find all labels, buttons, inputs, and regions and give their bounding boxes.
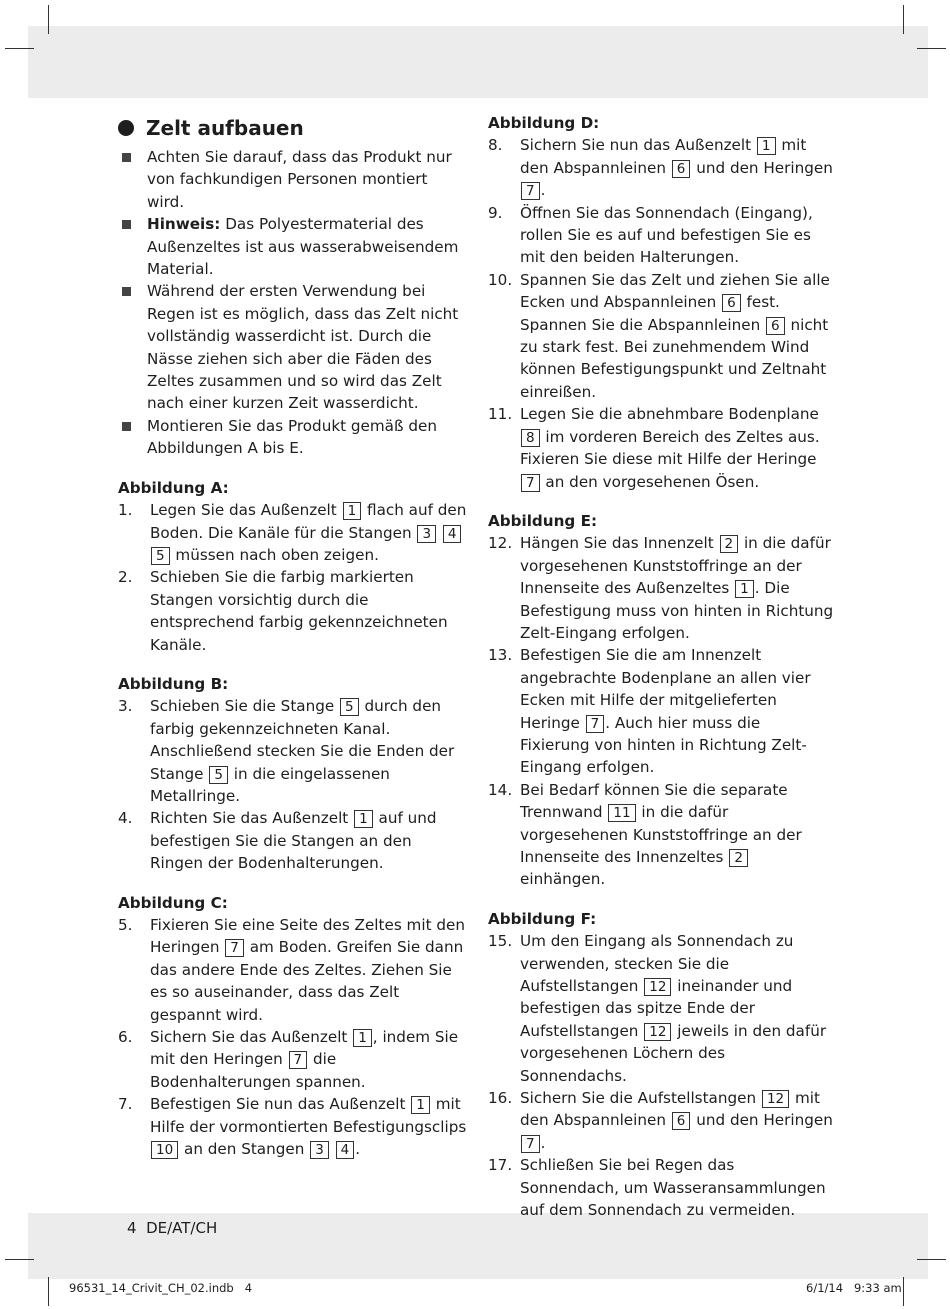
crop-mark <box>903 1277 904 1306</box>
step-item <box>118 566 468 656</box>
print-slug-date: 6/1/14 9:33 am <box>806 1281 902 1295</box>
bullet-item <box>118 280 468 414</box>
step-item <box>118 807 468 874</box>
part-number-box: 11 <box>608 804 635 822</box>
part-number-box: 4 <box>443 525 462 543</box>
language-code: DE/AT/CH <box>146 1219 218 1237</box>
part-number-box: 6 <box>722 294 741 312</box>
step-text: Öffnen Sie das Sonnendach (Eingang), rollen Sie es auf und befestigen Sie es mit den beiden Halterungen. <box>520 203 813 267</box>
step-number: 16. <box>488 1089 513 1108</box>
step-text: Richten Sie das Außenzelt 1 auf und befestigen Sie die Stangen an den Ringen der Bodenhalterungen. <box>150 809 437 873</box>
crop-mark <box>5 1259 34 1260</box>
part-number-box: 2 <box>729 849 748 867</box>
square-bullet-icon <box>122 153 131 162</box>
crop-mark <box>917 1259 946 1260</box>
step-number: 9. <box>488 203 503 222</box>
step-number: 15. <box>488 932 513 951</box>
bullet-item <box>118 415 468 460</box>
step-item <box>488 269 834 403</box>
step-text: Sichern Sie das Außenzelt 1 , indem Sie mit den Heringen 7 die Bodenhalterungen spannen. <box>150 1028 459 1091</box>
part-number-box: 7 <box>521 182 540 200</box>
bullet-text: Achten Sie darauf, dass das Produkt nur von fachkundigen Personen montiert wird. <box>147 148 452 211</box>
part-number-box: 10 <box>151 1141 178 1159</box>
step-text: Schließen Sie bei Regen das Sonnendach, um Wasseransammlungen auf dem Sonnendach zu vermeiden. <box>520 1156 826 1220</box>
step-item <box>488 403 834 493</box>
step-text: Bei Bedarf können Sie die separate Trennwand 11 in die dafür vorgesehenen Kunststoffringe an der Innenseite des Innenzeltes 2 einhängen. <box>520 780 802 889</box>
part-number-box: 6 <box>672 1112 691 1130</box>
section-title-text: Zelt aufbauen <box>146 116 304 140</box>
figure-heading: Abbildung A: <box>118 478 229 497</box>
step-number: 11. <box>488 405 513 424</box>
bullet-item <box>118 146 468 213</box>
step-number: 17. <box>488 1156 513 1175</box>
step-text: Befestigen Sie die am Innenzelt angebrachte Bodenplane an allen vier Ecken mit Hilfe der mitgelieferten Heringe 7 . Auch hier muss die Fixierung von hinten in Richtung Zelt-Eingang erfolgen. <box>520 646 811 777</box>
part-number-box: 12 <box>644 1023 671 1041</box>
step-item <box>118 695 468 807</box>
crop-mark <box>48 1277 49 1306</box>
step-number: 6. <box>118 1028 133 1047</box>
part-number-box: 2 <box>720 535 739 553</box>
step-item <box>118 914 468 1026</box>
step-text: Schieben Sie die farbig markierten Stangen vorsichtig durch die entsprechend farbig gekennzeichneten Kanäle. <box>150 568 448 654</box>
step-number: 10. <box>488 270 513 289</box>
figure-heading: Abbildung F: <box>488 909 597 928</box>
part-number-box: 6 <box>672 160 691 178</box>
part-number-box: 1 <box>353 1029 372 1047</box>
step-number: 8. <box>488 136 503 155</box>
square-bullet-icon <box>122 220 131 229</box>
bullet-item <box>118 213 468 280</box>
part-number-box: 7 <box>521 474 540 492</box>
part-number-box: 7 <box>225 939 244 957</box>
part-number-box: 5 <box>209 766 228 784</box>
step-item <box>118 499 468 566</box>
step-text: Legen Sie das Außenzelt 1 flach auf den Boden. Die Kanäle für die Stangen 3 4 5 müssen nach oben zeigen. <box>150 501 467 564</box>
step-number: 12. <box>488 534 513 553</box>
step-number: 2. <box>118 568 133 587</box>
part-number-box: 5 <box>151 547 170 565</box>
step-number: 7. <box>118 1095 133 1114</box>
step-item <box>118 1093 468 1160</box>
part-number-box: 12 <box>762 1090 789 1108</box>
square-bullet-icon <box>122 422 131 431</box>
part-number-box: 6 <box>766 317 785 335</box>
right-column <box>488 112 834 1222</box>
part-number-box: 4 <box>336 1141 355 1159</box>
step-item <box>488 202 834 269</box>
step-text: Schieben Sie die Stange 5 durch den farbig gekennzeichneten Kanal. Anschließend stecken Sie die Enden der Stange 5 in die eingelassenen Metallringe. <box>150 697 455 805</box>
step-item <box>488 532 834 644</box>
step-text: Befestigen Sie nun das Außenzelt 1 mit Hilfe der vormontierten Befestigungsclips 10 an den Stangen 3 4 . <box>150 1095 467 1159</box>
page-footer <box>127 1218 217 1238</box>
step-number: 1. <box>118 501 133 520</box>
step-number: 3. <box>118 697 133 716</box>
crop-mark <box>903 5 904 34</box>
part-number-box: 1 <box>757 137 776 155</box>
crop-mark <box>5 48 34 49</box>
part-number-box: 12 <box>644 978 671 996</box>
step-text: Spannen Sie das Zelt und ziehen Sie alle Ecken und Abspannleinen 6 fest. Spannen Sie die Abspannleinen 6 nicht zu stark fest. Bei zunehmendem Wind können Befestigungspunkt und Zeltnaht einreißen. <box>520 270 830 401</box>
step-item <box>488 134 834 201</box>
bullet-text: Während der ersten Verwendung bei Regen ist es möglich, dass das Zelt nicht vollständig wasserdicht ist. Durch die Nässe ziehen sich aber die Fäden des Zeltes zusammen und so wird das Zelt nach einer kurzen Zeit wasserdicht. <box>147 282 459 413</box>
step-item <box>488 930 834 1087</box>
part-number-box: 7 <box>586 715 605 733</box>
part-number-box: 3 <box>310 1141 329 1159</box>
page-number: 4 <box>127 1219 137 1237</box>
header-band <box>28 26 928 98</box>
step-text: Hängen Sie das Innenzelt 2 in die dafür vorgesehenen Kunststoffringe an der Innenseite des Außenzeltes 1 . Die Befestigung muss von hinten in Richtung Zelt-Eingang erfolgen. <box>520 534 834 642</box>
part-number-box: 8 <box>521 429 540 447</box>
figure-heading: Abbildung B: <box>118 674 229 693</box>
step-item <box>118 1026 468 1093</box>
part-number-box: 1 <box>343 502 362 520</box>
step-text: Fixieren Sie eine Seite des Zeltes mit den Heringen 7 am Boden. Greifen Sie dann das andere Ende des Zeltes. Ziehen Sie es so auseinander, dass das Zelt gespannt wird. <box>150 916 465 1024</box>
step-item <box>488 1154 834 1221</box>
section-title <box>118 114 468 142</box>
figure-heading: Abbildung C: <box>118 893 228 912</box>
step-number: 5. <box>118 916 133 934</box>
bullet-list <box>118 146 468 460</box>
bullet-text: Hinweis: Das Polyestermaterial des Außenzeltes ist aus wasserabweisendem Material. <box>147 215 459 279</box>
step-text: Legen Sie die abnehmbare Bodenplane 8 im vorderen Bereich des Zeltes aus. Fixieren Sie diese mit Hilfe der Heringe 7 an den vorgesehenen Ösen. <box>520 405 820 491</box>
step-text: Sichern Sie nun das Außenzelt 1 mit den Abspannleinen 6 und den Heringen 7 . <box>520 136 833 200</box>
left-column <box>118 112 468 1160</box>
square-bullet-icon <box>122 287 131 296</box>
part-number-box: 1 <box>354 810 373 828</box>
step-text: Um den Eingang als Sonnendach zu verwenden, stecken Sie die Aufstellstangen 12 ineinander und befestigen das spitze Ende der Aufstellstangen 12 jeweils in den dafür vorgesehenen Löchern des Sonnendachs. <box>520 932 827 1085</box>
bullet-lead: Hinweis: <box>147 215 221 234</box>
step-item <box>488 779 834 891</box>
step-text: Sichern Sie die Aufstellstangen 12 mit den Abspannleinen 6 und den Heringen 7 . <box>520 1089 833 1152</box>
part-number-box: 1 <box>411 1096 430 1114</box>
step-number: 14. <box>488 780 513 799</box>
steps-right <box>488 112 834 1222</box>
step-number: 13. <box>488 646 513 665</box>
figure-heading: Abbildung D: <box>488 114 600 132</box>
part-number-box: 7 <box>289 1051 308 1069</box>
step-number: 4. <box>118 809 133 828</box>
figure-heading: Abbildung E: <box>488 511 598 530</box>
part-number-box: 1 <box>735 580 754 598</box>
part-number-box: 3 <box>417 525 436 543</box>
bullet-text: Montieren Sie das Produkt gemäß den Abbildungen A bis E. <box>147 416 437 458</box>
steps-left <box>118 477 468 1161</box>
crop-mark <box>48 5 49 34</box>
step-item <box>488 1087 834 1154</box>
crop-mark <box>917 48 946 49</box>
bullet-dot-icon <box>118 120 134 136</box>
print-slug-file: 96531_14_Crivit_CH_02.indb 4 <box>69 1281 253 1295</box>
step-item <box>488 644 834 778</box>
part-number-box: 7 <box>521 1135 540 1153</box>
part-number-box: 5 <box>340 698 359 716</box>
